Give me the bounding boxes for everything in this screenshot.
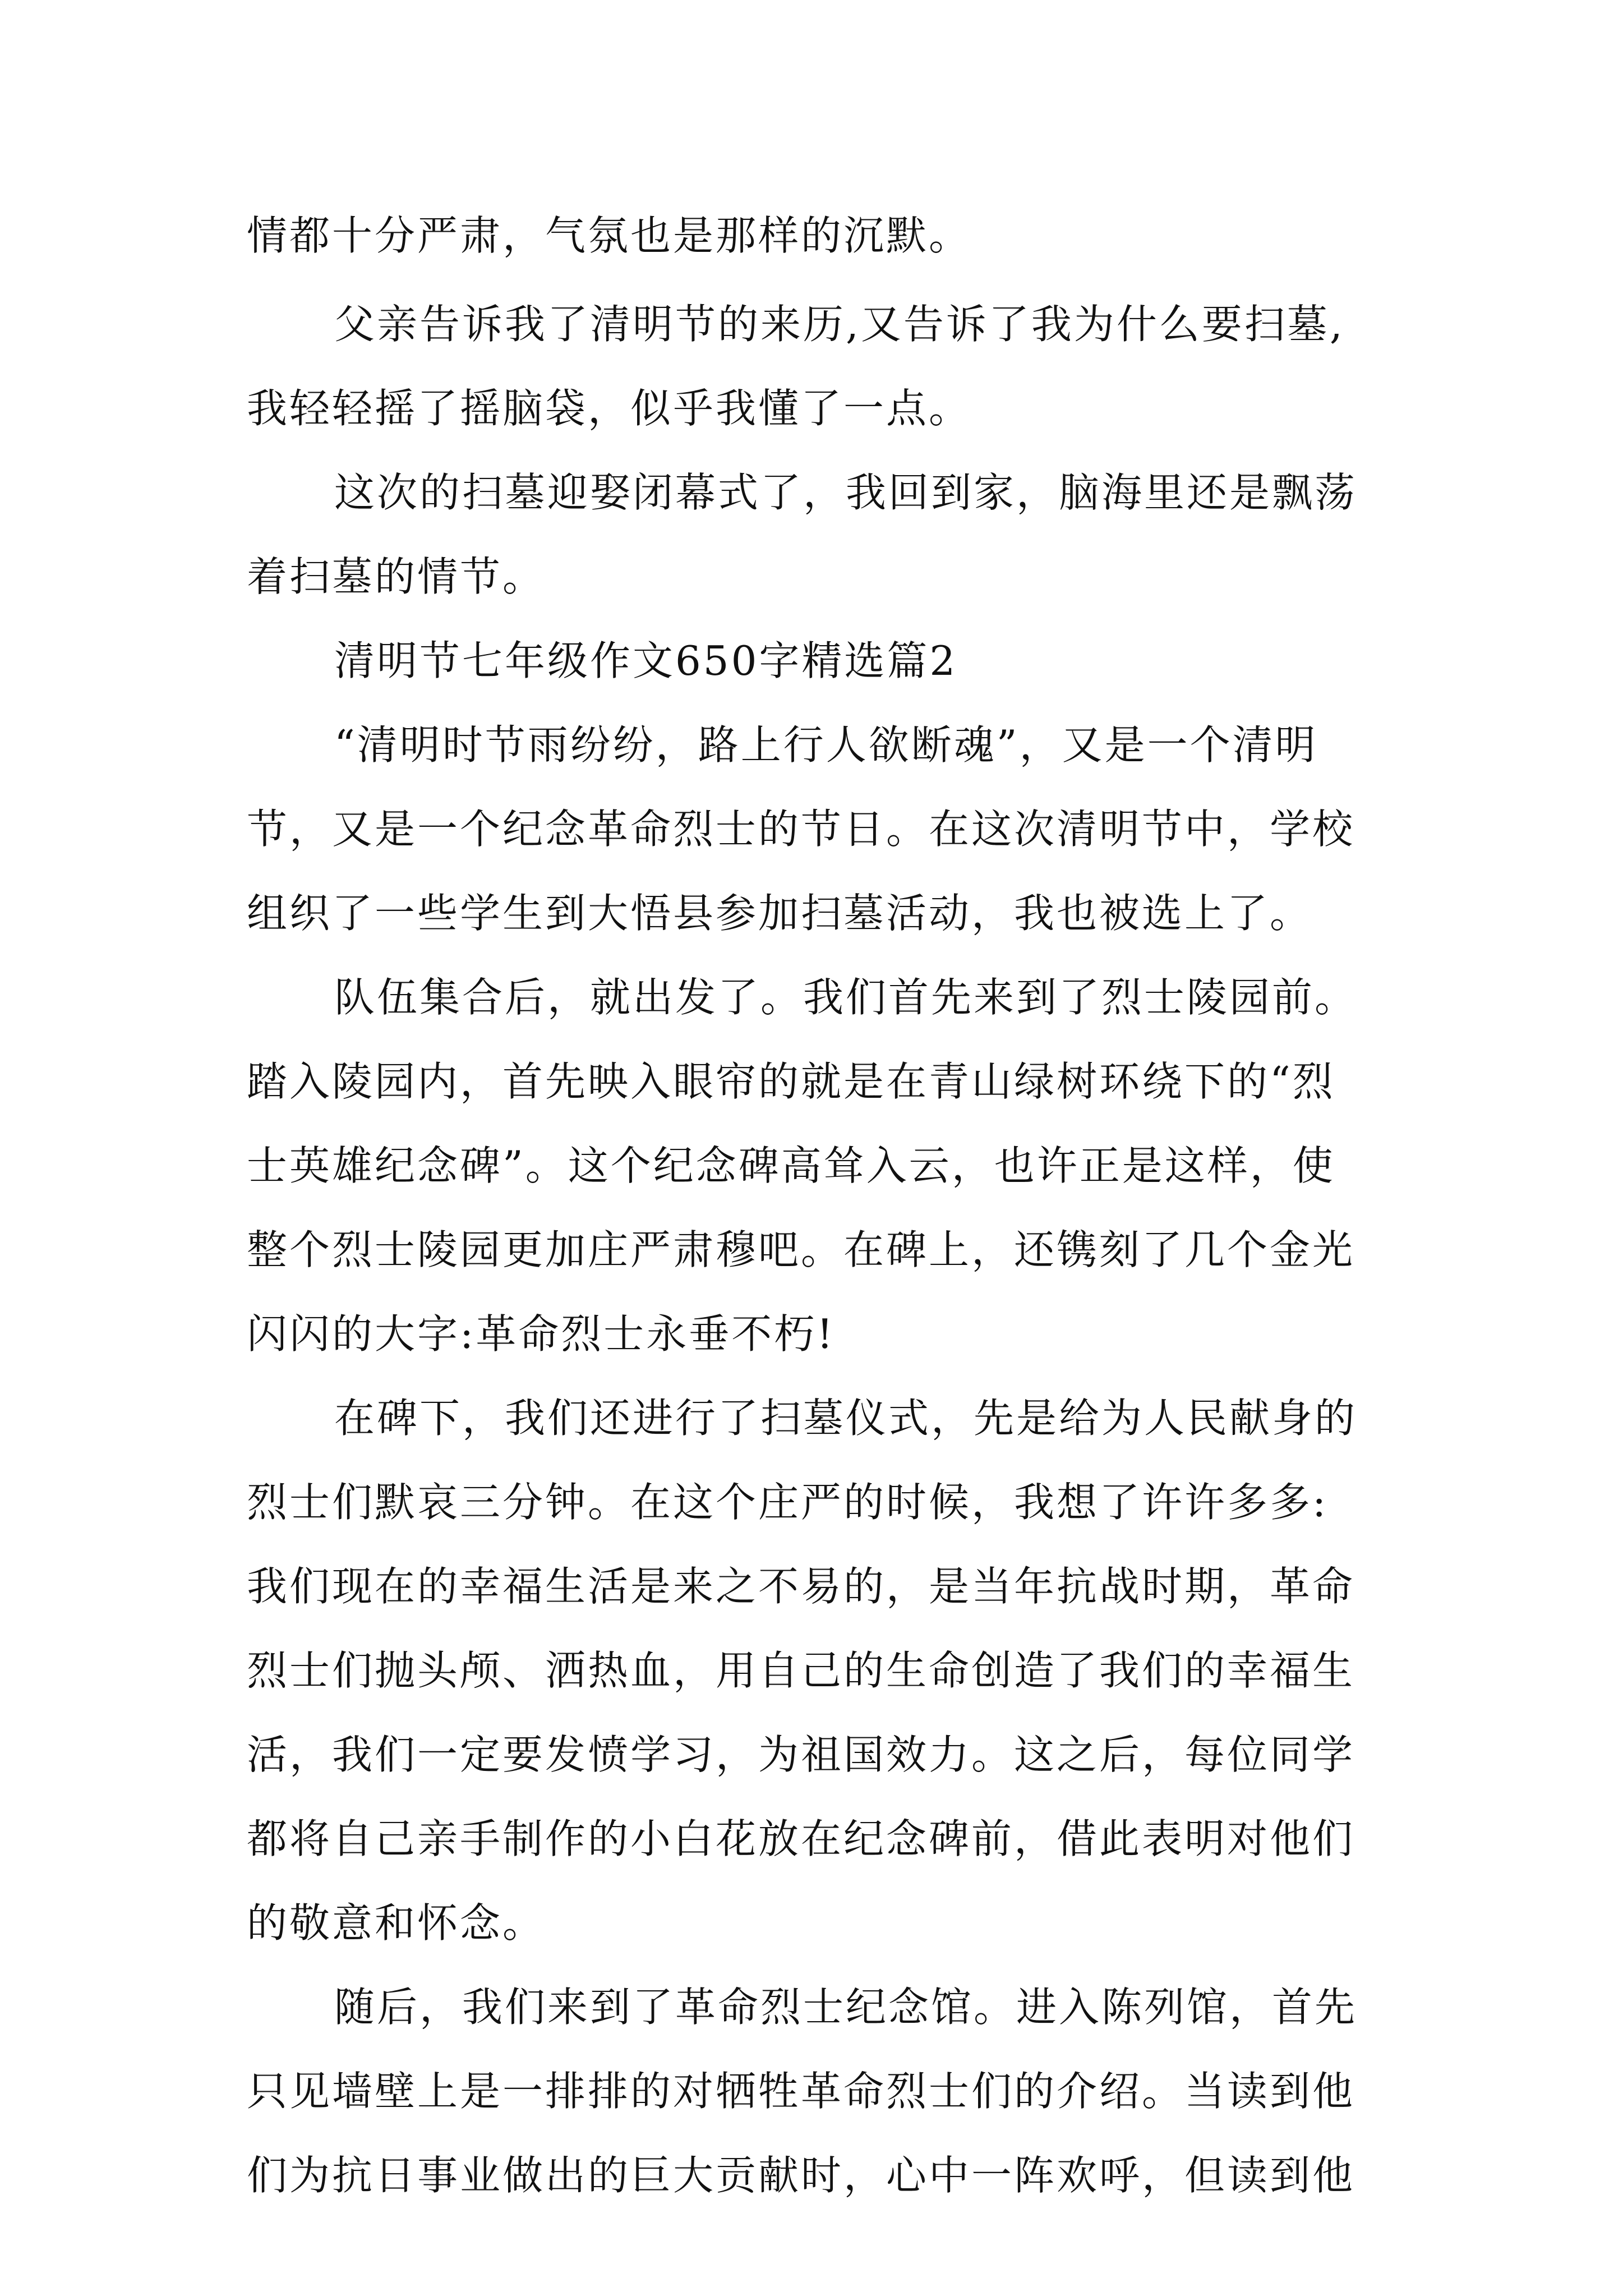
- text-line: 活，我们一定要发愤学习，为祖国效力。这之后，每位同学: [247, 1731, 1355, 1778]
- section-heading: 清明节七年级作文650字精选篇2: [334, 637, 958, 684]
- text-line: 在碑下，我们还进行了扫墓仪式，先是给为人民献身的: [334, 1395, 1358, 1442]
- text-line: 情都十分严肃，气氛也是那样的沉默。: [247, 212, 972, 259]
- text-line: 踏入陵园内，首先映入眼帘的就是在青山绿树环绕下的“烈: [247, 1058, 1335, 1105]
- text-line: 都将自己亲手制作的小白花放在纪念碑前，借此表明对他们: [247, 1815, 1355, 1862]
- text-line: 着扫墓的情节。: [247, 553, 546, 600]
- text-line: 节，又是一个纪念革命烈士的节日。在这次清明节中，学校: [247, 806, 1355, 853]
- text-line: 闪闪的大字:革命烈士永垂不朽!: [247, 1310, 836, 1358]
- text-line: 们为抗日事业做出的巨大贡献时，心中一阵欢呼，但读到他: [247, 2152, 1355, 2199]
- text-line: 组织了一些学生到大悟县参加扫墓活动，我也被选上了。: [247, 890, 1313, 937]
- text-line: 的敬意和怀念。: [247, 1899, 546, 1947]
- text-line: 队伍集合后，就出发了。我们首先来到了烈士陵园前。: [334, 974, 1358, 1021]
- text-line: “清明时节雨纷纷，路上行人欲断魂”，又是一个清明: [334, 721, 1318, 769]
- text-line: 我轻轻摇了摇脑袋，似乎我懂了一点。: [247, 385, 972, 432]
- text-line: 这次的扫墓迎娶闭幕式了，我回到家，脑海里还是飘荡: [334, 469, 1358, 516]
- text-line: 士英雄纪念碑”。这个纪念碑高耸入云，也许正是这样，使: [247, 1142, 1335, 1189]
- text-line: 随后，我们来到了革命烈士纪念馆。进入陈列馆，首先: [334, 1984, 1358, 2031]
- text-line: 整个烈士陵园更加庄严肃穆吧。在碑上，还镌刻了几个金光: [247, 1226, 1355, 1273]
- text-line: 我们现在的幸福生活是来之不易的，是当年抗战时期，革命: [247, 1563, 1355, 1610]
- text-line: 烈士们默哀三分钟。在这个庄严的时候，我想了许许多多:: [247, 1479, 1329, 1526]
- text-line: 只见墙壁上是一排排的对牺牲革命烈士们的介绍。当读到他: [247, 2068, 1355, 2115]
- text-line: 烈士们抛头颅、洒热血，用自己的生命创造了我们的幸福生: [247, 1647, 1355, 1694]
- text-line: 父亲告诉我了清明节的来历,又告诉了我为什么要扫墓,: [334, 301, 1345, 348]
